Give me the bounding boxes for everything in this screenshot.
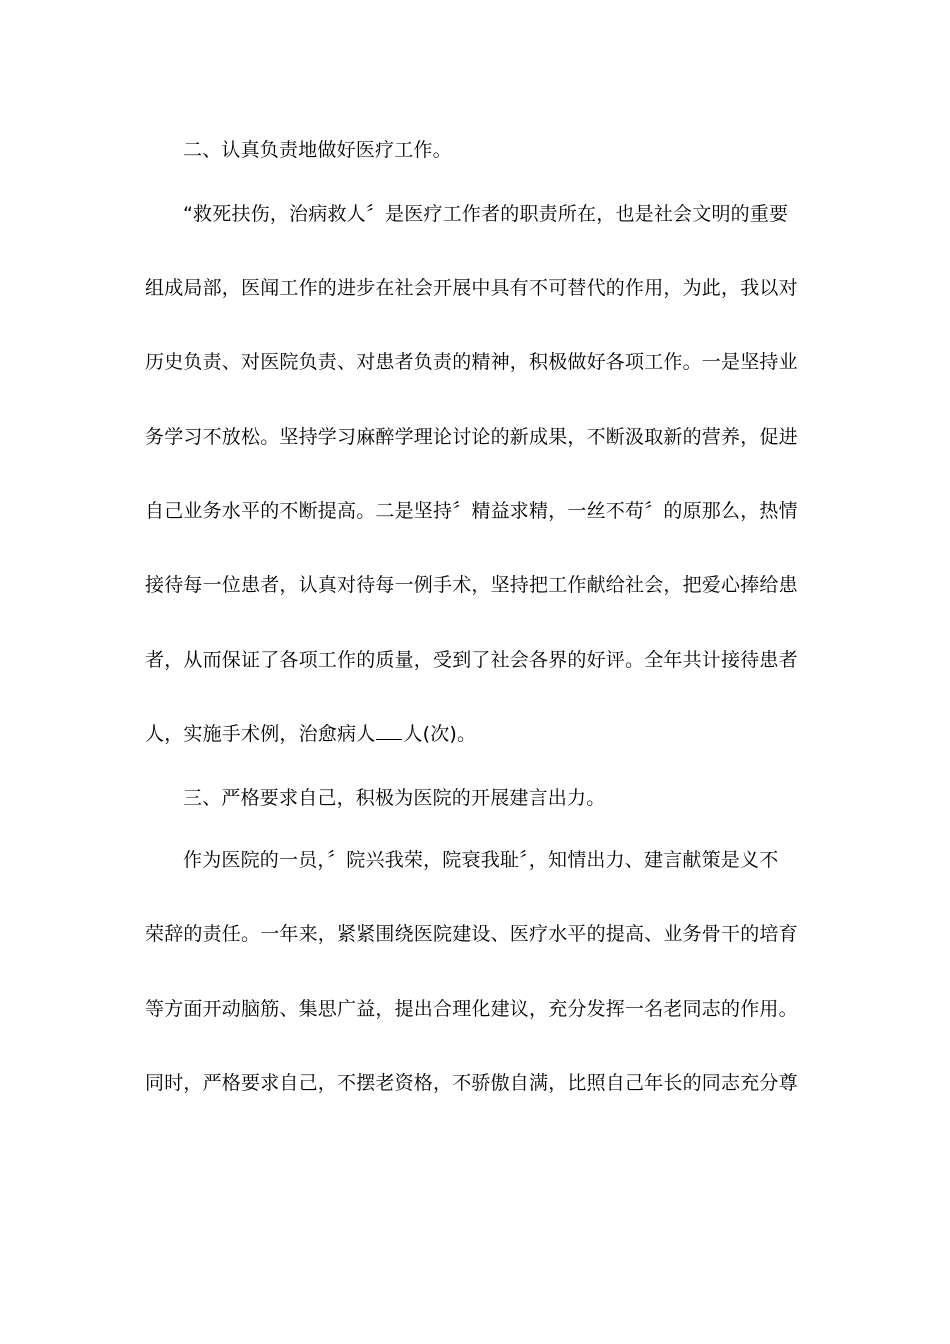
paragraph-line: 自己业务水平的不断提高。二是坚持〞精益求精，一丝不苟〞的原那么，热情: [145, 500, 798, 522]
paragraph-line-with-blank: [145, 720, 805, 748]
line-text-before-blank: 人，实施手术例，治愈病人: [145, 723, 376, 745]
paragraph-line: 务学习不放松。坚持学习麻醉学理论讨论的新成果，不断汲取新的营养，促进: [145, 426, 798, 448]
section-heading-3: 三、严格要求自己，积极为医院的开展建言出力。: [183, 787, 606, 809]
paragraph-line: 等方面开动脑筋、集思广益，提出合理化建议，充分发挥一名老同志的作用。: [145, 998, 798, 1020]
paragraph-line: “救死扶伤，治病救人〞是医疗工作者的职责所在，也是社会文明的重要: [183, 203, 789, 225]
paragraph-line: 同时，严格要求自己，不摆老资格，不骄傲自满，比照自己年长的同志充分尊: [145, 1072, 798, 1094]
paragraph-line: 者，从而保证了各项工作的质量，受到了社会各界的好评。全年共计接待患者: [145, 649, 798, 671]
paragraph-line: 作为医院的一员，〞院兴我荣，院衰我耻〞，知情出力、建言献策是义不: [183, 849, 779, 871]
paragraph-line: 历史负责、对医院负责、对患者负责的精神，积极做好各项工作。一是坚持业: [145, 351, 798, 373]
paragraph-line: 组成局部，医闻工作的进步在社会开展中具有不可替代的作用，为此，我以对: [145, 277, 798, 299]
paragraph-line: 接待每一位患者，认真对待每一例手术，坚持把工作献给社会，把爱心捧给患: [145, 574, 798, 596]
fill-in-blank: [376, 723, 402, 740]
section-heading-2: 二、认真负责地做好医疗工作。: [183, 139, 452, 161]
paragraph-line: 荣辞的责任。一年来，紧紧围绕医院建设、医疗水平的提高、业务骨干的培育: [145, 923, 798, 945]
line-text-after-blank: 人(次)。: [403, 723, 477, 745]
